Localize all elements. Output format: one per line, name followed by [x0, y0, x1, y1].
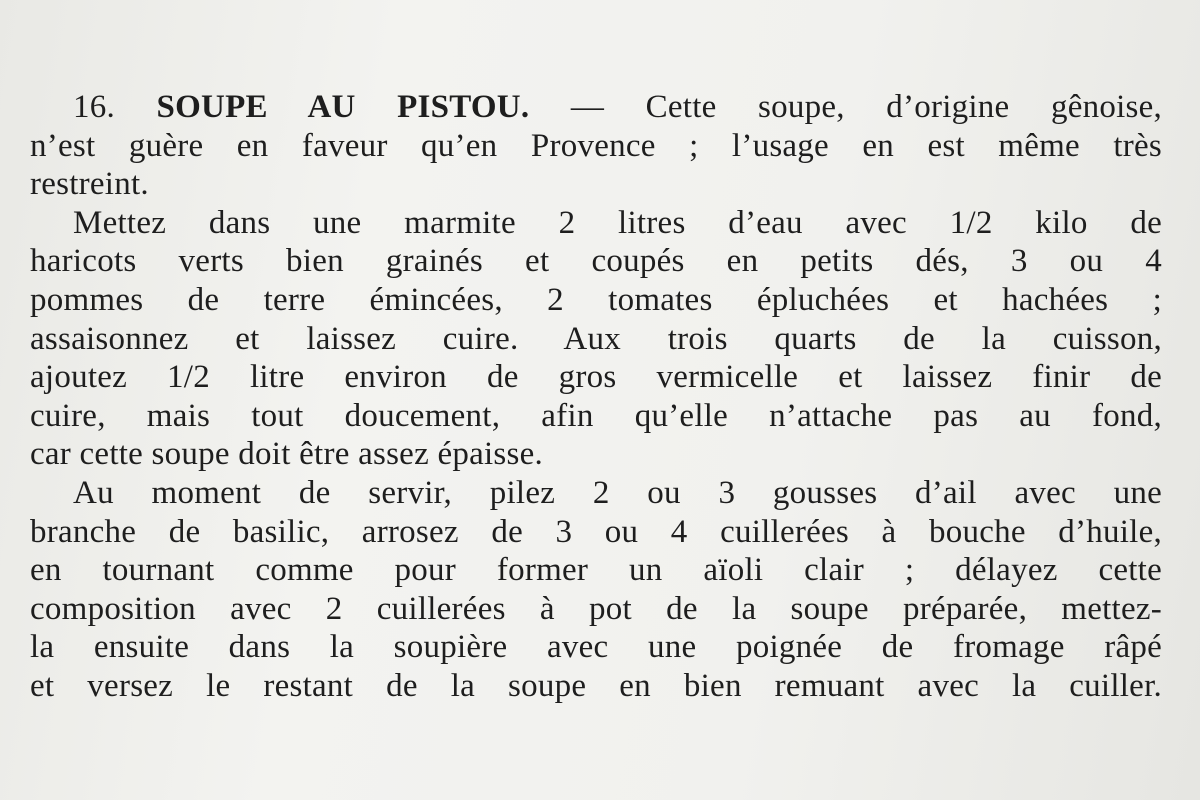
recipe-serving-paragraph: [30, 474, 1162, 706]
book-page-text: [30, 88, 1162, 706]
serving-line-2: branche de basilic, arrosez de 3 ou 4 cuillerées à bouche d’huile,: [30, 513, 1162, 550]
method-line-2: haricots verts bien grainés et coupés en petits dés, 3 ou 4: [30, 243, 1162, 280]
method-line-4: assaisonnez et laissez cuire. Aux trois quarts de la cuisson,: [30, 320, 1162, 357]
method-line-5: ajoutez 1/2 litre environ de gros vermicelle et laissez finir de: [30, 359, 1162, 396]
recipe-intro-paragraph: [30, 88, 1162, 204]
method-line-6: cuire, mais tout doucement, afin qu’elle n’attache pas au fond,: [30, 397, 1162, 434]
serving-line-3: en tournant comme pour former un aïoli clair ; délayez cette: [30, 552, 1162, 589]
method-line-1: Mettez dans une marmite 2 litres d’eau avec 1/2 kilo de: [73, 204, 1162, 241]
serving-line-4: composition avec 2 cuillerées à pot de la soupe préparée, mettez-: [30, 590, 1162, 627]
intro-line-1-text: — Cette soupe, d’origine gênoise,: [529, 89, 1162, 125]
intro-line-1: [30, 88, 1162, 127]
recipe-title: SOUPE AU PISTOU.: [156, 89, 530, 125]
serving-line-5: la ensuite dans la soupière avec une poignée de fromage râpé: [30, 629, 1162, 666]
serving-line-6: et versez le restant de la soupe en bien remuant avec la cuiller.: [30, 667, 1162, 704]
method-line-7: car cette soupe doit être assez épaisse.: [30, 436, 544, 473]
serving-line-1: Au moment de servir, pilez 2 ou 3 gousses d’ail avec une: [73, 474, 1162, 511]
recipe-method-paragraph: [30, 204, 1162, 474]
method-line-3: pommes de terre émincées, 2 tomates épluchées et hachées ;: [30, 281, 1162, 318]
recipe-number: 16.: [73, 89, 115, 125]
intro-line-3: restreint.: [30, 166, 149, 203]
intro-line-2: n’est guère en faveur qu’en Provence ; l’usage en est même très: [30, 127, 1162, 164]
